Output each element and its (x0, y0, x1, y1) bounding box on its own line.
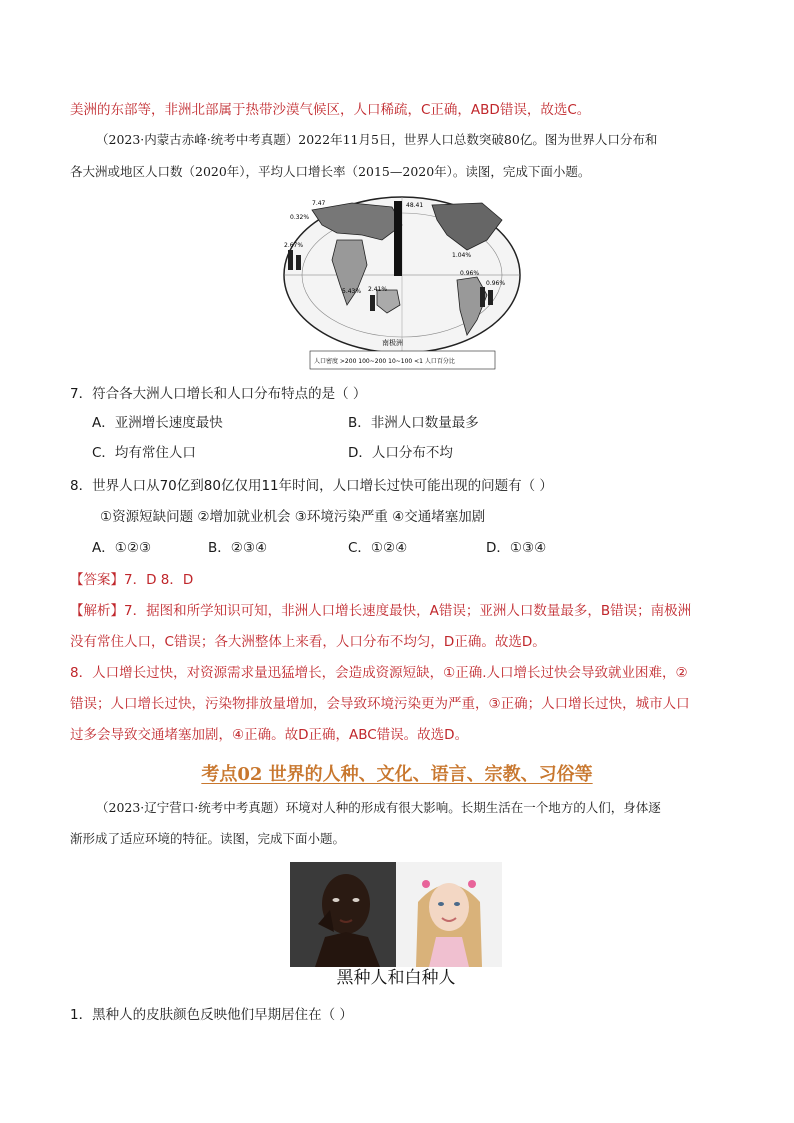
photo-caption: 黑种人和白种人 (336, 968, 456, 988)
answer-line (70, 570, 730, 590)
q8-option-b: B．②③④ (208, 540, 268, 556)
question-stem-line-2: 各大洲或地区人口数（2020年），平均人口增长率（2015—2020年）。读图，完成下面小题。 (70, 164, 591, 179)
q8-option-c: C．①②④ (348, 540, 408, 556)
q1-stem-line-2: 渐形成了适应环境的特征。读图，完成下面小题。 (70, 831, 346, 846)
q1-question: 1．黑种人的皮肤颜色反映他们早期居住在（ ） (70, 1007, 353, 1023)
analysis-p1-line-2: 没有常住人口，C错误；各大洲整体上来看，人口分布不均匀，D正确。故选D。 (70, 634, 546, 650)
analysis-p2-line-3: 过多会导致交通堵塞加剧，④正确。故D正确，ABC错误。故选D。 (70, 727, 469, 743)
q7-stem: 7．符合各大洲人口增长和人口分布特点的是（ ） (70, 386, 367, 402)
section-heading: 考点02 世界的人种、文化、语言、宗教、习俗等 (201, 764, 593, 785)
analysis-p1-line-1 (70, 601, 730, 621)
answer-text: 7．D 8．D (124, 572, 194, 588)
race-photos (290, 862, 502, 967)
map-label: 48.41 (406, 202, 424, 209)
analysis-text: 7．据图和所学知识可知，非洲人口增长速度最快，A错误；亚洲人口数量最多，B错误；南极洲 (124, 603, 692, 619)
q8-statements: ①资源短缺问题 ②增加就业机会 ③环境污染严重 ④交通堵塞加剧 (100, 509, 486, 525)
q7-option-d: D．人口分布不均 (348, 445, 453, 461)
q1-stem-line-1: （2023·辽宁营口·统考中考真题）环境对人种的形成有很大影响。长期生活在一个地方的人们，身体逐 (96, 800, 661, 815)
map-label: 2.67% (284, 242, 304, 249)
map-label: 1.04% (452, 252, 472, 259)
black-person-photo (290, 862, 396, 967)
map-label: 2.41% (368, 286, 388, 293)
analysis-label: 【解析】 (70, 603, 124, 619)
q7-option-b: B．非洲人口数量最多 (348, 415, 479, 431)
q8-option-d: D．①③④ (486, 540, 547, 556)
map-label: 5.43% (342, 288, 362, 295)
analysis-p2-line-1: 8．人口增长过快，对资源需求量迅猛增长，会造成资源短缺，①正确.人口增长过快会导致就业困难，② (70, 665, 688, 681)
question-stem-line-1: （2023·内蒙古赤峰·统考中考真题）2022年11月5日，世界人口总数突破80亿。图为世界人口分布和 (96, 132, 658, 147)
previous-analysis-end: 美洲的东部等，非洲北部属于热带沙漠气候区，人口稀疏，C正确，ABD错误，故选C。 (70, 102, 591, 118)
white-person-photo (396, 862, 502, 967)
q8-option-a: A．①②③ (92, 540, 152, 556)
map-label: 0.32% (290, 214, 310, 221)
world-population-map (282, 195, 522, 370)
map-label: 0.96% (460, 270, 480, 277)
map-legend: 人口密度 >200 100~200 10~100 <1 人口百分比 (314, 358, 455, 365)
map-label: 7.47 (312, 200, 326, 207)
answer-label: 【答案】 (70, 572, 124, 588)
map-label: 0.96% (486, 280, 506, 287)
q8-stem: 8．世界人口从70亿到80亿仅用11年时间，人口增长过快可能出现的问题有（ ） (70, 478, 553, 494)
q7-option-c: C．均有常住人口 (92, 445, 196, 461)
q7-option-a: A．亚洲增长速度最快 (92, 415, 223, 431)
analysis-p2-line-2: 错误；人口增长过快，污染物排放量增加，会导致环境污染更为严重，③正确；人口增长过快，城市人口 (70, 696, 690, 712)
map-label: 南极洲 (382, 339, 403, 347)
